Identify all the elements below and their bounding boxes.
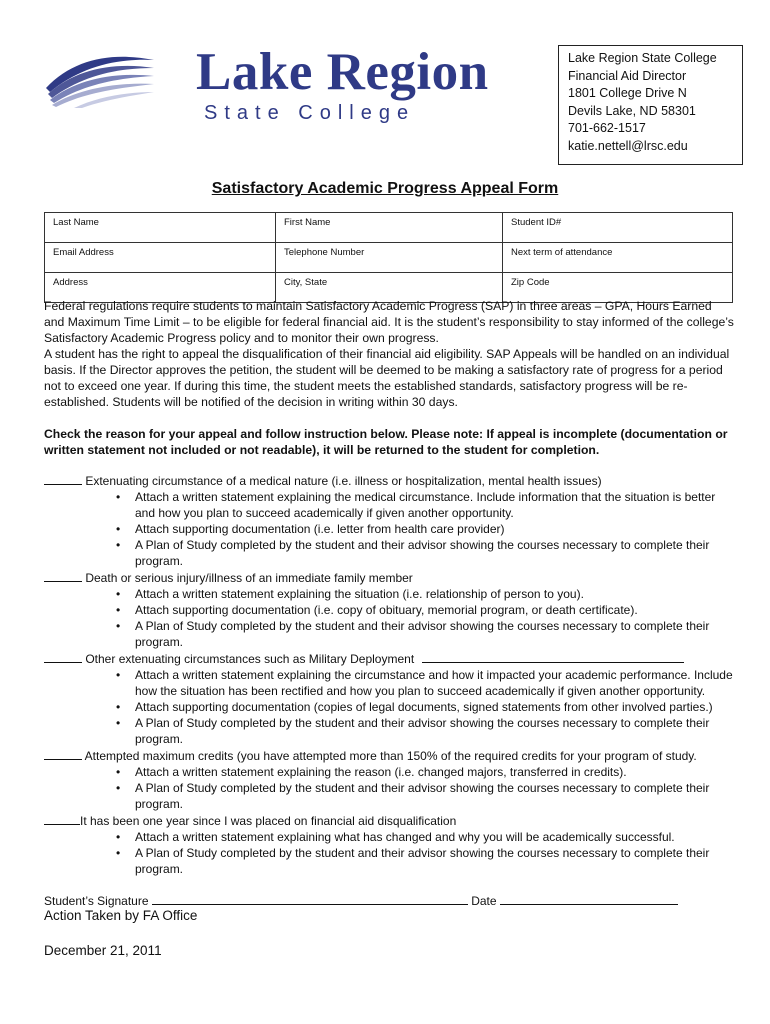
appeal-instructions: Check the reason for your appeal and follow instruction below. Please note: If appeal is incomplete (documentation or written statement not included or not readable), it will be returned to the student for completion.: [44, 427, 728, 457]
email-field[interactable]: Email Address: [45, 243, 276, 273]
action-taken-label: Action Taken by FA Office: [44, 908, 198, 923]
first-name-field[interactable]: First Name: [276, 213, 503, 243]
intro-paragraph-regulations: Federal regulations require students to maintain Satisfactory Academic Progress (SAP) in three areas – GPA, Hours Earned and Maximum Time Limit – to be eligible for federal financial aid. It is the student’s responsibility to stay informed of the college’s Satisfactory Academic Progress policy and to monitor their own progress.: [44, 299, 734, 345]
reason-maximum-credits: [44, 747, 734, 764]
reason-medical: [44, 472, 734, 489]
list-item: • Attach supporting documentation (i.e. letter from health care provider): [44, 521, 734, 537]
reason-check-blank[interactable]: [44, 812, 80, 825]
email-address: katie.nettell@lrsc.edu: [568, 138, 688, 153]
signature-date-field[interactable]: [500, 892, 678, 905]
reason-check-blank[interactable]: [44, 472, 82, 485]
reason-family-death-injury: [44, 569, 734, 586]
form-title: Satisfactory Academic Progress Appeal Form: [211, 180, 559, 197]
reason-other-extenuating: [44, 650, 734, 667]
list-item: • A Plan of Study completed by the student and their advisor showing the courses necessary to complete their program.: [44, 537, 734, 569]
wave-logo-icon: [44, 48, 156, 108]
reason-one-year-disqualification: [44, 812, 734, 829]
reason-bullets: [44, 829, 734, 877]
list-item: • Attach a written statement explaining the circumstance and how it impacted your academic performance. Include how the situation has been rectified and how you plan to succeed academically if given another opportunity.: [44, 667, 734, 699]
signature-row: [44, 892, 678, 908]
list-item: • Attach supporting documentation (copies of legal documents, signed statements from other involved parties.): [44, 699, 734, 715]
logo-name: Lake Region: [196, 43, 489, 101]
reason-label: Death or serious injury/illness of an immediate family member: [85, 571, 413, 585]
list-item: • A Plan of Study completed by the student and their advisor showing the courses necessary to complete their program.: [44, 845, 734, 877]
reason-label: Extenuating circumstance of a medical nature (i.e. illness or hospitalization, mental health issues): [85, 474, 602, 488]
other-circumstance-blank[interactable]: [422, 650, 684, 663]
signature-field[interactable]: [152, 892, 468, 905]
address-line: Devils Lake, ND 58301: [568, 103, 696, 118]
list-item: • A Plan of Study completed by the student and their advisor showing the courses necessary to complete their program.: [44, 715, 734, 747]
date-label: Date: [471, 894, 497, 908]
list-item: • Attach supporting documentation (i.e. copy of obituary, memorial program, or death certificate).: [44, 602, 734, 618]
reason-bullets: [44, 489, 734, 569]
reason-label: Other extenuating circumstances such as Military Deployment: [85, 652, 415, 666]
reason-bullets: [44, 586, 734, 650]
table-row: [45, 213, 733, 243]
list-item: • Attach a written statement explaining what has changed and why you will be academically successful.: [44, 829, 734, 845]
reason-label: It has been one year since I was placed on financial aid disqualification: [80, 814, 457, 828]
address-field[interactable]: Address: [45, 273, 276, 303]
form-revision-date: December 21, 2011: [44, 943, 162, 958]
table-row: [45, 243, 733, 273]
next-term-field[interactable]: Next term of attendance: [503, 243, 733, 273]
address-line: 1801 College Drive N: [568, 86, 687, 100]
intro-paragraph-appeal-rights: A student has the right to appeal the disqualification of their financial aid eligibility. SAP Appeals will be handled on an individual basis. If the Director approves the petition, the student will be deemed to be making a satisfactory rate of progress for a period not to exceed one year. If during this time, the student meets the established standards, satisfactory progress will be re-established. Students will be notified of the decision in writing within 30 days.: [44, 347, 730, 409]
college-logo: [44, 40, 494, 130]
contact-address-box: [558, 45, 743, 165]
zip-code-field[interactable]: Zip Code: [503, 273, 733, 303]
phone-number: 701-662-1517: [568, 121, 646, 135]
reason-label: Attempted maximum credits (you have attempted more than 150% of the required credits for your program of study.: [84, 749, 697, 763]
reason-bullets: [44, 667, 734, 747]
list-item: • Attach a written statement explaining the medical circumstance. Include information that the situation is better and how you plan to succeed academically if given another opportunity.: [44, 489, 734, 521]
student-id-field[interactable]: Student ID#: [503, 213, 733, 243]
list-item: • Attach a written statement explaining the reason (i.e. changed majors, transferred in credits).: [44, 764, 734, 780]
telephone-field[interactable]: Telephone Number: [276, 243, 503, 273]
last-name-field[interactable]: Last Name: [45, 213, 276, 243]
student-info-table: [44, 212, 733, 303]
city-state-field[interactable]: City, State: [276, 273, 503, 303]
address-line: Financial Aid Director: [568, 68, 687, 83]
list-item: • A Plan of Study completed by the student and their advisor showing the courses necessary to complete their program.: [44, 618, 734, 650]
appeal-reasons-list: [44, 472, 734, 877]
reason-check-blank[interactable]: [44, 569, 82, 582]
signature-label: Student’s Signature: [44, 894, 149, 908]
logo-subtitle: State College: [204, 102, 416, 124]
reason-bullets: [44, 764, 734, 812]
reason-check-blank[interactable]: [44, 747, 82, 760]
list-item: • Attach a written statement explaining the situation (i.e. relationship of person to you).: [44, 586, 734, 602]
address-line: Lake Region State College: [568, 51, 717, 65]
list-item: • A Plan of Study completed by the student and their advisor showing the courses necessary to complete their program.: [44, 780, 734, 812]
reason-check-blank[interactable]: [44, 650, 82, 663]
